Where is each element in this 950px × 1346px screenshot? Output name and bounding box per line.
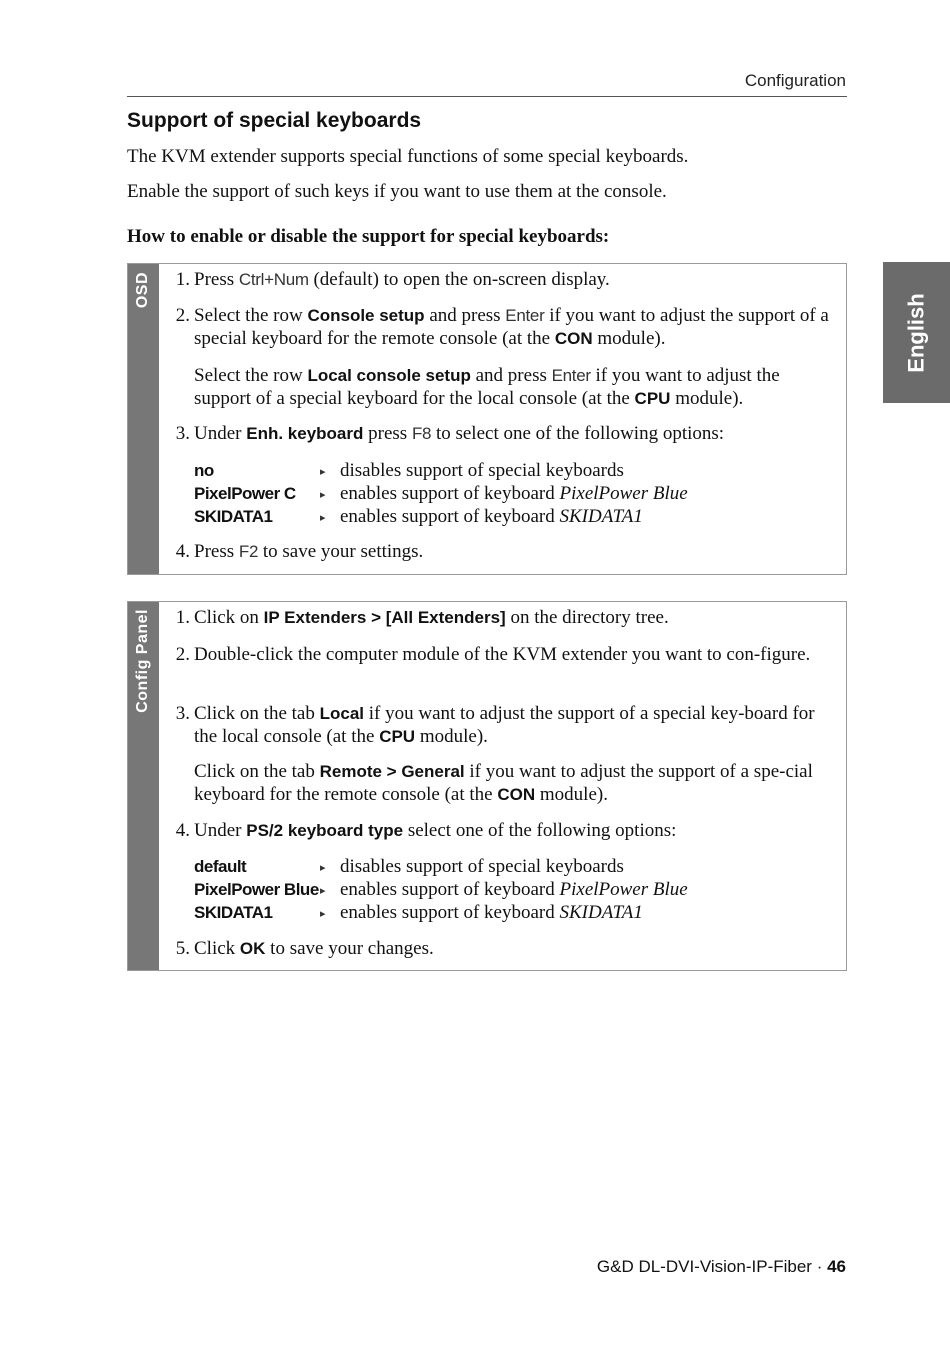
osd-step-2-alt: Select the row Local console setup and press Enter if you want to adjust the support of a special keyboard for the local console (at the CPU module). — [194, 365, 780, 409]
arrow-right-icon: ▸ — [320, 908, 326, 920]
step-text: Double-click the computer module of the KVM extender you want to con-figure. — [194, 644, 811, 665]
option-row — [194, 505, 836, 528]
option-row — [194, 855, 836, 878]
step-text: Select the row Console setup and press Enter if you want to adjust the support of a special keyboard for the remote console (at the CON module). — [194, 305, 829, 349]
step-number: 3. — [175, 423, 190, 444]
step-number: 3. — [175, 703, 190, 724]
option-name: PixelPower C — [194, 484, 296, 503]
language-tab-label: English — [903, 292, 929, 373]
page-footer — [597, 1257, 846, 1277]
intro-paragraph-2: Enable the support of such keys if you want to use them at the console. — [127, 181, 667, 202]
config-step-3-alt: Click on the tab Remote > General if you want to adjust the support of a spe-cial keyboard for the remote console (at the CON module). — [194, 761, 813, 805]
step-text: Press Ctrl+Num (default) to open the on-screen display. — [194, 269, 610, 290]
option-name: PixelPower Blue — [194, 880, 319, 899]
step-number: 2. — [175, 644, 190, 665]
option-row — [194, 482, 836, 505]
intro-paragraph-1: The KVM extender supports special functions of some special keyboards. — [127, 146, 689, 167]
language-tab — [883, 262, 950, 403]
step-number: 4. — [175, 820, 190, 841]
option-row — [194, 878, 836, 901]
arrow-right-icon: ▸ — [320, 489, 326, 501]
running-header: Configuration — [744, 71, 846, 90]
step-number: 1. — [175, 269, 190, 290]
page-number: 46 — [827, 1257, 846, 1276]
osd-side-bar — [128, 264, 159, 574]
arrow-right-icon: ▸ — [320, 512, 326, 524]
section-title: Support of special keyboards — [127, 109, 422, 132]
osd-options-list — [194, 459, 836, 528]
option-name: SKIDATA1 — [194, 507, 273, 526]
step-text: Under PS/2 keyboard type select one of the following options: — [194, 820, 677, 841]
osd-side-label: OSD — [134, 272, 151, 309]
step-text: Under Enh. keyboard press F8 to select one of the following options: — [194, 423, 725, 444]
step-number: 5. — [175, 938, 190, 959]
header-rule — [127, 96, 847, 97]
config-side-label: Config Panel — [134, 609, 151, 713]
config-side-bar — [128, 602, 159, 970]
option-desc: enables support of keyboard SKIDATA1 — [340, 506, 643, 527]
step-number: 4. — [175, 541, 190, 562]
option-name: no — [194, 461, 214, 480]
footer-separator: · — [811, 1257, 828, 1276]
option-name: default — [194, 857, 247, 876]
step-text: Click on the tab Local if you want to adjust the support of a special key-board for the local console (at the CPU module). — [194, 703, 815, 747]
step-text: Press F2 to save your settings. — [194, 541, 424, 562]
option-desc: disables support of special keyboards — [340, 460, 624, 481]
footer-product: G&D DL-DVI-Vision-IP-Fiber — [596, 1257, 812, 1276]
step-number: 2. — [175, 305, 190, 326]
config-panel-instructions — [127, 601, 847, 971]
step-text: Click on IP Extenders > [All Extenders] on the directory tree. — [194, 607, 669, 628]
option-desc: disables support of special keyboards — [340, 856, 624, 877]
option-desc: enables support of keyboard PixelPower Blue — [340, 483, 688, 504]
option-desc: enables support of keyboard PixelPower Blue — [340, 879, 688, 900]
howto-heading: How to enable or disable the support for special keyboards: — [127, 226, 610, 247]
option-desc: enables support of keyboard SKIDATA1 — [340, 902, 643, 923]
config-options-list — [194, 855, 836, 924]
option-name: SKIDATA1 — [194, 903, 273, 922]
option-row — [194, 901, 836, 924]
step-number: 1. — [175, 607, 190, 628]
arrow-right-icon: ▸ — [320, 885, 326, 897]
option-row — [194, 459, 836, 482]
arrow-right-icon: ▸ — [320, 466, 326, 478]
arrow-right-icon: ▸ — [320, 862, 326, 874]
osd-instructions-panel — [127, 263, 847, 575]
step-text: Click OK to save your changes. — [194, 938, 434, 959]
